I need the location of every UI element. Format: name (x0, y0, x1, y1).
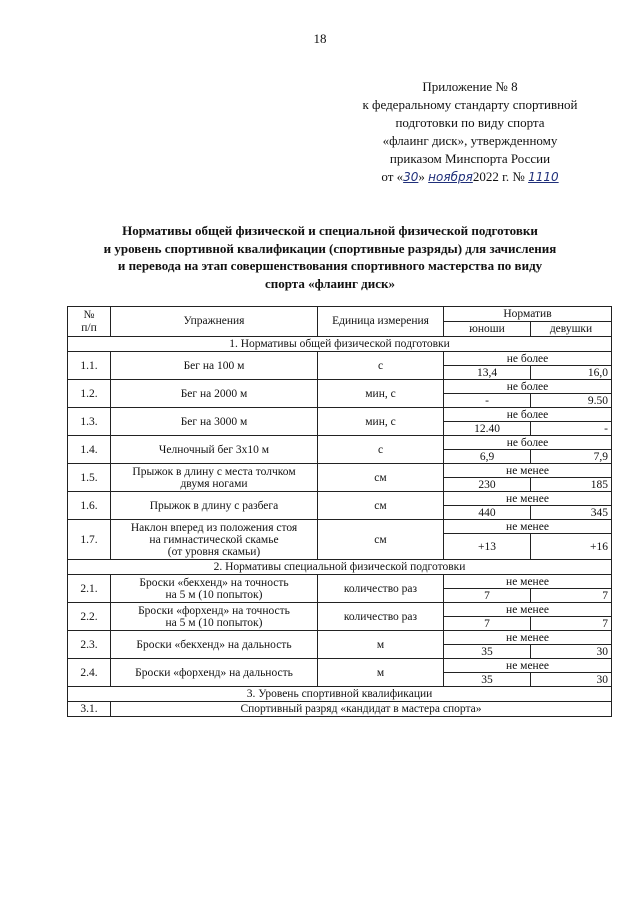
row-exercise: Броски «бекхенд» на точность на 5 м (10 попыток) (111, 575, 318, 603)
section-row (68, 560, 612, 575)
header-girls: девушки (531, 322, 612, 337)
table-row (68, 408, 612, 422)
title-line: и уровень спортивной квалификации (спортивные разряды) для зачисления (103, 240, 557, 256)
row-value-girls: 30 (531, 673, 612, 687)
appendix-title: Приложение № 8 (422, 79, 518, 94)
row-value-boys: 440 (444, 506, 531, 520)
row-condition: не менее (444, 464, 612, 478)
row-value-girls: 9.50 (531, 394, 612, 408)
section-title: 3. Уровень спортивной квалификации (68, 687, 612, 702)
row-value-boys: 13,4 (444, 366, 531, 380)
date-year: 2022 г. № (472, 169, 529, 184)
table-row (68, 631, 612, 645)
row-number: 2.2. (68, 603, 111, 631)
table-row (68, 603, 612, 617)
table-row (68, 659, 612, 673)
row-value-boys: 6,9 (444, 450, 531, 464)
row-exercise: Броски «форхенд» на дальность (111, 659, 318, 687)
row-unit: мин, с (318, 408, 444, 436)
header-boys: юноши (444, 322, 531, 337)
date-separator: » (418, 169, 429, 184)
row-unit: см (318, 464, 444, 492)
row-unit: с (318, 352, 444, 380)
row-exercise: Бег на 3000 м (111, 408, 318, 436)
row-number: 3.1. (68, 702, 111, 717)
row-value-girls: - (531, 422, 612, 436)
header-num: № п/п (68, 307, 111, 337)
row-number: 1.4. (68, 436, 111, 464)
norms-table-body (68, 307, 612, 717)
section-row (68, 337, 612, 352)
row-exercise: Прыжок в длину с разбега (111, 492, 318, 520)
row-qualification: Спортивный разряд «кандидат в мастера спорта» (111, 702, 612, 717)
header-exercise: Упражнения (111, 307, 318, 337)
table-row (68, 464, 612, 478)
row-condition: не менее (444, 659, 612, 673)
title-line: Нормативы общей физической и специальной физической подготовки (122, 223, 538, 238)
row-number: 1.3. (68, 408, 111, 436)
row-value-boys: 12.40 (444, 422, 531, 436)
date-prefix: от « (381, 169, 404, 184)
page-number: 18 (313, 31, 327, 46)
row-exercise: Прыжок в длину с места толчком двумя ногами (111, 464, 318, 492)
title-line: и перевода на этап совершенствования спортивного мастерства по виду (117, 258, 543, 273)
header-unit: Единица измерения (318, 307, 444, 337)
row-value-boys: - (444, 394, 531, 408)
row-number: 2.4. (68, 659, 111, 687)
row-unit: см (318, 492, 444, 520)
handwritten-month: ноября (428, 170, 473, 184)
row-value-girls: 7,9 (531, 450, 612, 464)
row-number: 2.1. (68, 575, 111, 603)
appendix-header (330, 78, 610, 186)
section-row (68, 687, 612, 702)
table-row (68, 352, 612, 366)
row-exercise: Бег на 2000 м (111, 380, 318, 408)
row-unit: с (318, 436, 444, 464)
row-value-girls: 185 (531, 478, 612, 492)
title-line: спорта «флаинг диск» (264, 275, 396, 291)
row-unit: см (318, 520, 444, 560)
appendix-line: к федеральному стандарту спортивной (362, 97, 578, 112)
row-value-girls: +16 (531, 534, 612, 560)
row-unit: количество раз (318, 603, 444, 631)
row-value-girls: 7 (531, 589, 612, 603)
header-norm: Норматив (444, 307, 612, 322)
row-exercise: Броски «форхенд» на точность на 5 м (10 попыток) (111, 603, 318, 631)
handwritten-order-number: 1110 (528, 170, 559, 184)
row-value-boys: 230 (444, 478, 531, 492)
row-condition: не менее (444, 631, 612, 645)
row-number: 1.1. (68, 352, 111, 380)
handwritten-day: 30 (403, 170, 419, 184)
norms-table (67, 306, 612, 717)
row-value-girls: 30 (531, 645, 612, 659)
row-number: 1.7. (68, 520, 111, 560)
row-unit: мин, с (318, 380, 444, 408)
row-unit: количество раз (318, 575, 444, 603)
table-row (68, 520, 612, 534)
row-condition: не менее (444, 603, 612, 617)
row-condition: не более (444, 352, 612, 366)
document-title (60, 222, 600, 292)
appendix-line: «флаинг диск», утвержденному (382, 133, 558, 148)
appendix-line: приказом Минспорта России (389, 151, 551, 166)
row-condition: не более (444, 380, 612, 394)
section-title: 1. Нормативы общей физической подготовки (68, 337, 612, 352)
section-title: 2. Нормативы специальной физической подготовки (68, 560, 612, 575)
row-value-boys: 35 (444, 645, 531, 659)
row-value-boys: 7 (444, 589, 531, 603)
row-exercise: Челночный бег 3х10 м (111, 436, 318, 464)
appendix-line: подготовки по виду спорта (395, 115, 545, 130)
table-row (68, 436, 612, 450)
appendix-date-line (330, 168, 610, 186)
table-row (68, 380, 612, 394)
row-exercise: Наклон вперед из положения стоя на гимнастической скамье (от уровня скамьи) (111, 520, 318, 560)
row-condition: не менее (444, 520, 612, 534)
row-value-boys: 7 (444, 617, 531, 631)
row-value-boys: +13 (444, 534, 531, 560)
row-condition: не менее (444, 575, 612, 589)
table-row (68, 492, 612, 506)
row-number: 2.3. (68, 631, 111, 659)
table-row (68, 575, 612, 589)
row-number: 1.5. (68, 464, 111, 492)
row-exercise: Бег на 100 м (111, 352, 318, 380)
row-value-girls: 16,0 (531, 366, 612, 380)
row-condition: не более (444, 408, 612, 422)
row-condition: не менее (444, 492, 612, 506)
row-number: 1.2. (68, 380, 111, 408)
row-number: 1.6. (68, 492, 111, 520)
row-value-girls: 345 (531, 506, 612, 520)
row-value-boys: 35 (444, 673, 531, 687)
row-unit: м (318, 631, 444, 659)
table-row (68, 702, 612, 717)
row-unit: м (318, 659, 444, 687)
row-exercise: Броски «бекхенд» на дальность (111, 631, 318, 659)
row-condition: не более (444, 436, 612, 450)
header-row (68, 307, 612, 322)
row-value-girls: 7 (531, 617, 612, 631)
